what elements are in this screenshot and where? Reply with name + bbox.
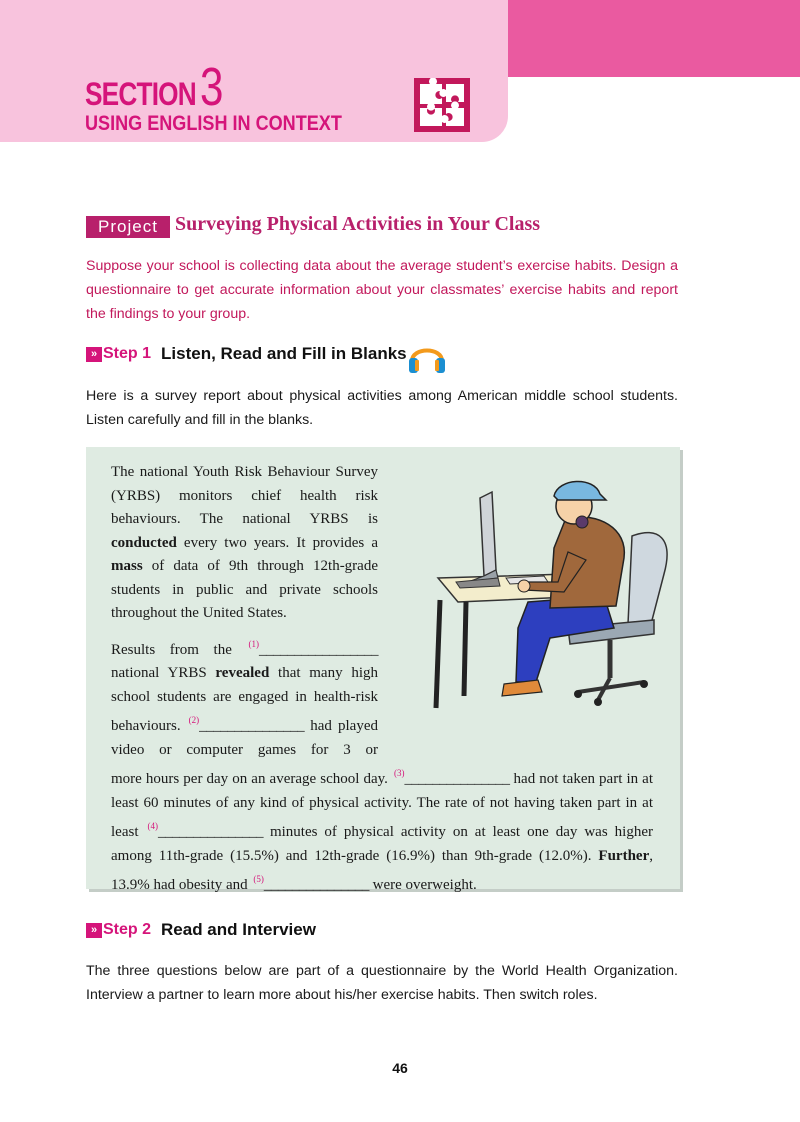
reading-paragraph-2-top: Results from the $^{(1)}$_________________ national YRBS revealed that many high school students are engaged in health-risk behaviours. $^{(2)}$_______________ had played video or computer games for 3 or [111, 638, 378, 758]
blank-number-4: (4) [147, 821, 158, 831]
step-2-label: Step 2 [103, 921, 152, 938]
section-subtitle: USING ENGLISH IN CONTEXT [85, 112, 342, 135]
project-title: Surveying Physical Activities in Your Class [175, 213, 541, 235]
page-number: 46 [392, 1060, 408, 1076]
section-label: SECTION [85, 76, 196, 112]
reading-paragraph-1: The national Youth Risk Behaviour Survey (YRBS) monitors chief health risk behaviours. The national YRBS is conducted every two years. It provides a mass of data of 9th through 12th-grade students in public and private schools throughout the United States. [111, 464, 378, 621]
step-1-title: Listen, Read and Fill in Blanks [161, 344, 407, 363]
project-intro: Suppose your school is collecting data about the average student’s exercise habits. Design a questionnaire to get accurate information about your classmates’ exercise habits and report the findings to your group. [86, 258, 678, 322]
vocab-mass: mass [111, 558, 143, 574]
blank-3[interactable]: _______________ [404, 771, 510, 787]
step-1-instructions: Here is a survey report about physical activities among American middle school students. Listen carefully and fill in the blanks. [86, 388, 678, 428]
vocab-further: Further [598, 847, 650, 864]
step-2-instructions: The three questions below are part of a questionnaire by the World Health Organization. Interview a partner to learn more about his/her exercise habits. Then switch roles. [86, 963, 678, 1003]
blank-5[interactable]: _______________ [263, 877, 369, 893]
step-1-label: Step 1 [103, 345, 152, 362]
header-corner-block [508, 0, 800, 77]
blank-2[interactable]: _______________ [199, 718, 305, 734]
project-tag: Project [86, 216, 170, 238]
step-2-title: Read and Interview [161, 920, 316, 939]
section-number: 3 [200, 57, 224, 117]
puzzle-icon [414, 78, 470, 132]
step-1-arrow-icon: » [86, 347, 102, 362]
reading-paragraph-2-bottom: more hours per day on an average school day. $^{(3)}$_______________ had not taken part in at least 60 minutes of any kind of physical activity. The rate of not having taken part in at least $^{(4)}$_______________ minutes of physical activity on at least one day was higher among 11th-grade (15.5%) and 12th-grade (16.9%) than 9th-grade (12.0%). Further, 13.9% had obesity and $^{(5)}$_______________ were overweight. [111, 768, 654, 893]
blank-4[interactable]: _______________ [157, 824, 263, 840]
blank-number-1: (1) [248, 638, 259, 649]
vocab-revealed: revealed [215, 665, 270, 681]
blank-number-3: (3) [393, 768, 405, 778]
step-1-heading [86, 344, 407, 364]
step-2-arrow-icon: » [86, 923, 102, 938]
blank-number-5: (5) [253, 874, 264, 884]
blank-number-2: (2) [188, 715, 200, 725]
step-2-heading [86, 920, 316, 940]
vocab-conducted: conducted [111, 534, 177, 551]
reading-text [111, 461, 653, 898]
headphones-icon[interactable] [407, 339, 447, 375]
blank-1[interactable]: _________________ [259, 641, 378, 658]
